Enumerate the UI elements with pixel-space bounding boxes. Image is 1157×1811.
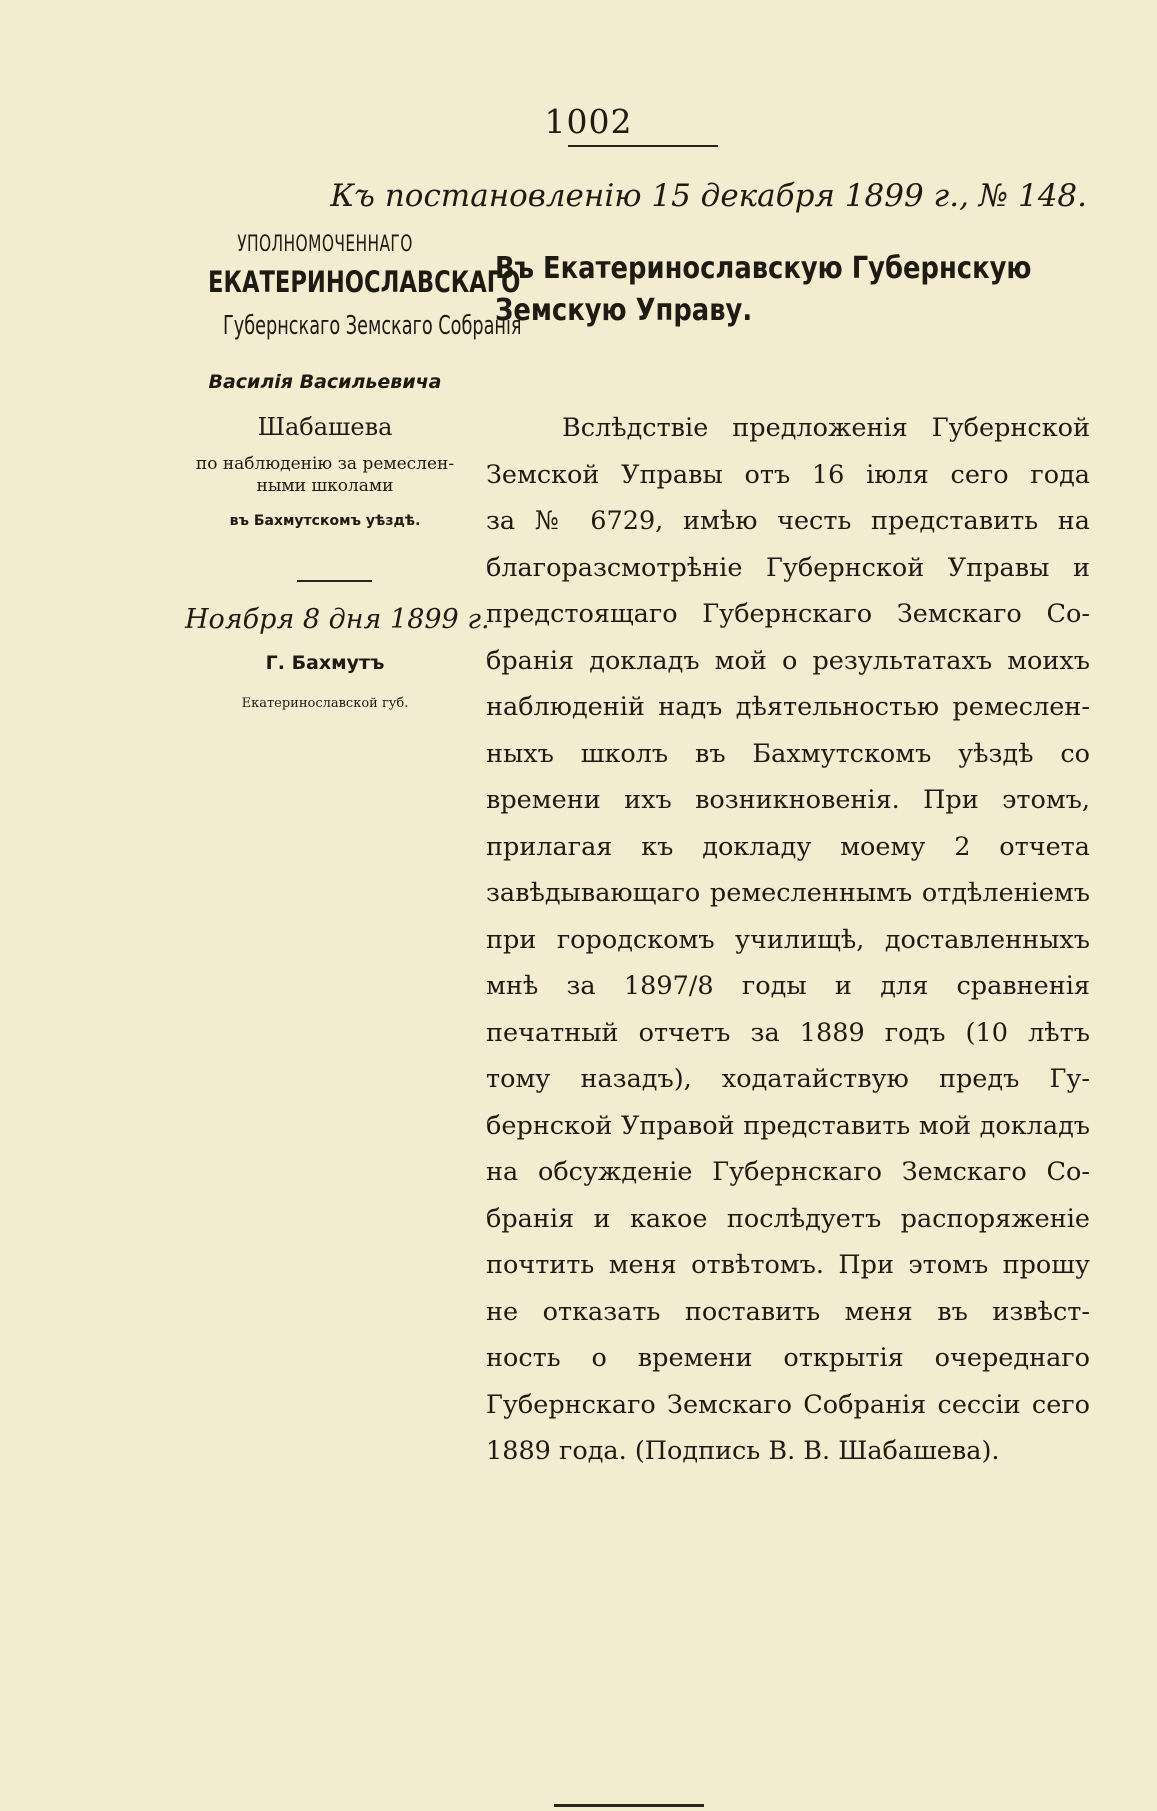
body-line: прилагая къ докладу моему 2 отчета (486, 831, 1090, 862)
page-number: 1002 (544, 102, 633, 141)
body-line: предстоящаго Губернскаго Земскаго Со- (486, 599, 1090, 629)
sender-block (175, 232, 522, 529)
body-line: бранія и какое послѣдуетъ распоряженіе (486, 1203, 1090, 1234)
page-number-rule (568, 145, 718, 147)
body-line: Вслѣдствіе предложенія Губернской (562, 413, 1090, 443)
body-line: за № 6729, имѣю честь представить на (486, 506, 1090, 536)
body-line: не отказать поставить меня въ извѣст- (486, 1296, 1090, 1327)
body-line: Губернскаго Земскаго Собранія сессіи сего (486, 1389, 1090, 1420)
body-line: на обсужденіе Губернскаго Земскаго Со- (486, 1157, 1090, 1187)
body-line: времени ихъ возникновенія. При этомъ, (486, 785, 1090, 815)
body-line: завѣдывающаго ремесленнымъ отдѣленіемъ (486, 878, 1090, 908)
addressee (495, 248, 1045, 332)
letter-body (486, 405, 1090, 1475)
sender-role-line1: по наблюденію за ремеслен- (195, 454, 455, 474)
closing-rule (554, 1804, 704, 1807)
letter-city: Г. Бахмутъ (265, 652, 385, 674)
sender-role-line2: ными школами (256, 476, 394, 496)
resolution-reference: Къ постановленію 15 декабря 1899 г., № 148. (330, 178, 1087, 214)
sender-region: ЕКАТЕРИНОСЛАВСКАГО (208, 265, 521, 299)
addressee-line1: Въ Екатеринославскую Губернскую (495, 251, 1032, 286)
sender-first-name: Василія Васильевича (208, 371, 442, 393)
body-line: мнѣ за 1897/8 годы и для сравненія (486, 971, 1090, 1001)
addressee-line2: Земскую Управу. (495, 293, 753, 328)
sender-title: УПОЛНОМОЧЕННАГО (237, 232, 413, 257)
body-line: печатный отчетъ за 1889 годъ (10 лѣтъ (486, 1017, 1090, 1048)
body-line: благоразсмотрѣніе Губернской Управы и (486, 552, 1090, 583)
body-line: бернской Управой представить мой докладъ (486, 1110, 1090, 1141)
sender-rule (297, 580, 372, 582)
sender-district: въ Бахмутскомъ уѣздѣ. (229, 513, 421, 529)
sender-surname: Шабашева (257, 413, 393, 441)
body-line: почтить меня отвѣтомъ. При этомъ прошу (486, 1250, 1090, 1280)
sender-assembly: Губернскаго Земскаго Собранія (223, 311, 522, 341)
body-line: тому назадъ), ходатайствую предъ Гу- (486, 1064, 1090, 1094)
body-line: бранія докладъ мой о результатахъ моихъ (486, 645, 1090, 676)
body-line: 1889 года. (Подпись В. В. Шабашева). (486, 1436, 1000, 1466)
body-line: ныхъ школъ въ Бахмутскомъ уѣздѣ со (486, 738, 1090, 769)
body-line: при городскомъ училищѣ, доставленныхъ (486, 924, 1090, 955)
body-line: наблюденій надъ дѣятельностью ремеслен- (486, 692, 1090, 722)
body-line: Земской Управы отъ 16 іюля сего года (486, 459, 1090, 490)
letter-date: Ноября 8 дня 1899 г. (185, 604, 490, 635)
letter-province: Екатеринославской губ. (241, 696, 409, 711)
body-line: ность о времени открытія очереднаго (486, 1343, 1090, 1373)
